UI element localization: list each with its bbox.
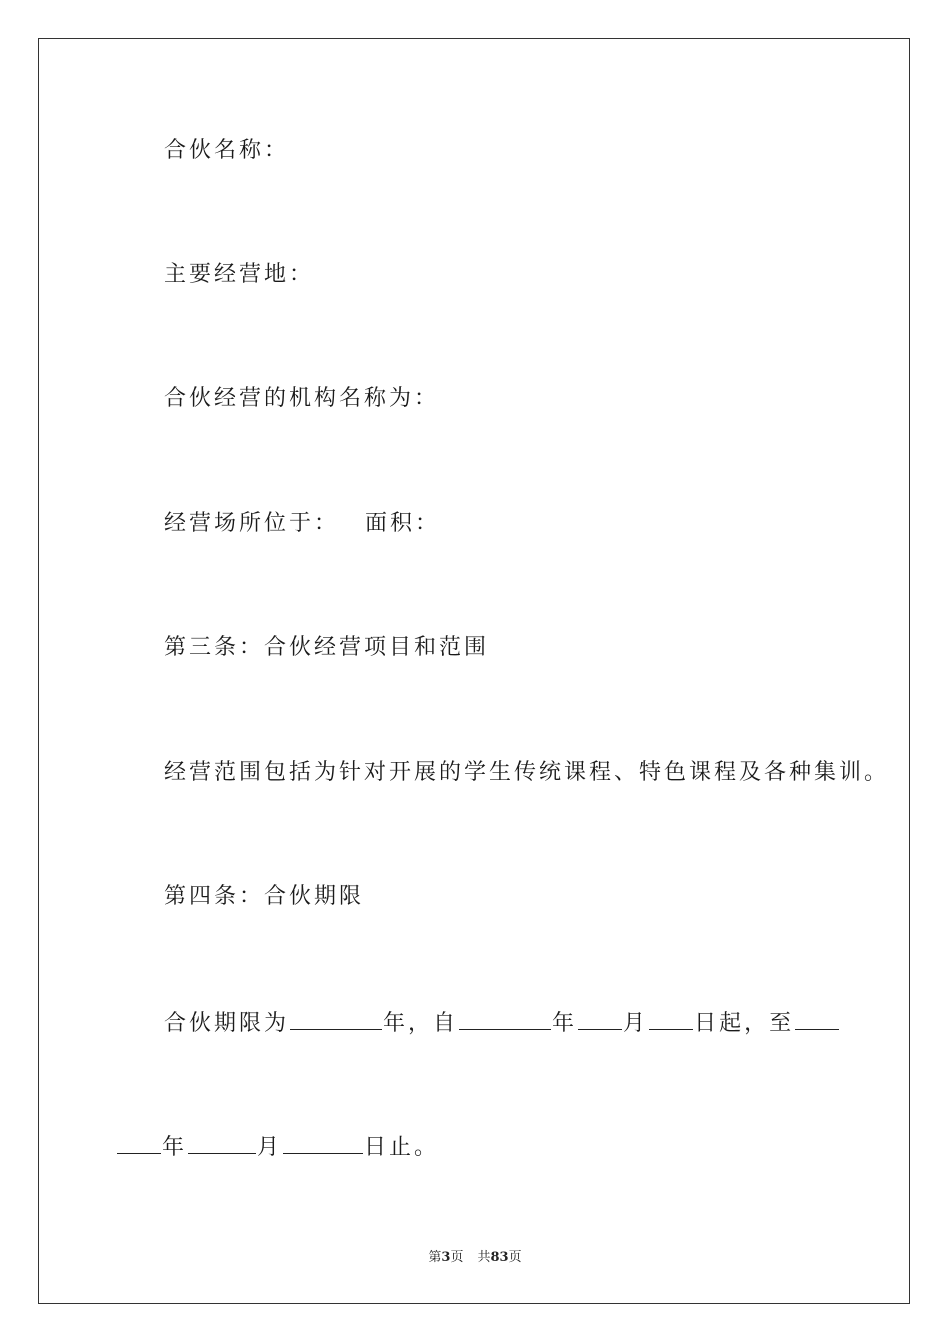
end-day-blank	[283, 1131, 363, 1154]
term-line	[164, 1007, 840, 1039]
end-day-unit-text: 日止。	[364, 1135, 440, 1160]
end-month-unit-text: 月	[257, 1135, 283, 1160]
main-business-place-label	[164, 260, 314, 290]
start-month-unit-text: 月	[623, 1011, 649, 1036]
start-year-unit-text: 年	[552, 1011, 578, 1036]
business-location-line	[164, 509, 440, 539]
start-year-blank	[459, 1007, 551, 1030]
page-footer	[0, 1246, 950, 1265]
page-border	[38, 38, 910, 1304]
page-suffix: 页	[450, 1250, 464, 1265]
article-4-heading	[164, 882, 364, 912]
start-day-unit-text: 日起，至	[694, 1011, 795, 1036]
end-year-unit-text: 年	[162, 1135, 188, 1160]
total-pages: 83	[490, 1250, 509, 1265]
total-suffix: 页	[508, 1250, 522, 1265]
business-scope-text: 经营范围包括为针对开展的学生传统课程、特色课程及各种集训。	[164, 760, 890, 785]
institution-name-text: 合伙经营的机构名称为：	[164, 386, 440, 411]
institution-name-label	[164, 384, 439, 414]
article-3-text: 第三条：合伙经营项目和范围	[164, 635, 490, 660]
term-end-line	[116, 1131, 439, 1163]
start-day-blank	[649, 1007, 693, 1030]
end-month-blank	[188, 1131, 256, 1154]
page-prefix: 第	[428, 1250, 442, 1265]
partnership-name-text: 合伙名称：	[164, 138, 290, 163]
page-number: 3	[441, 1250, 451, 1265]
start-month-blank	[578, 1007, 622, 1030]
article-4-text: 第四条：合伙期限	[164, 884, 365, 909]
term-prefix-text: 合伙期限为	[164, 1011, 290, 1036]
main-business-place-text: 主要经营地：	[164, 262, 315, 287]
partnership-name-label	[164, 136, 289, 166]
business-scope-paragraph	[164, 758, 889, 788]
term-years-blank	[290, 1007, 382, 1030]
total-prefix: 共	[477, 1250, 491, 1265]
term-year-unit-text: 年，自	[383, 1011, 459, 1036]
end-year-blank-part2	[117, 1131, 161, 1154]
area-text: 面积：	[365, 511, 441, 536]
end-year-blank-part1	[795, 1007, 839, 1030]
article-3-heading	[164, 633, 489, 663]
business-location-text: 经营场所位于：	[164, 511, 340, 536]
